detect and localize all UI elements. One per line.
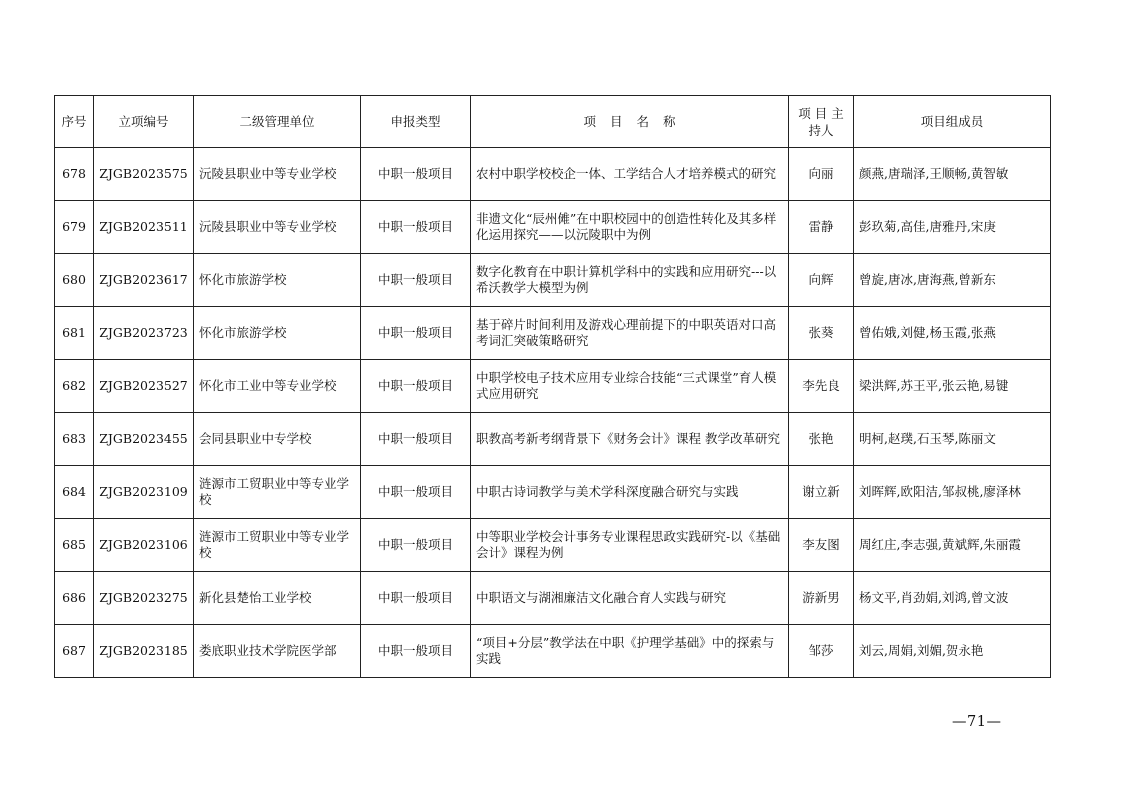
cell-host: 张葵 <box>789 307 854 360</box>
cell-name: 中职语文与湖湘廉洁文化融合育人实践与研究 <box>471 572 789 625</box>
page-number: —71— <box>952 714 1002 730</box>
cell-name: 非遗文化“辰州傩”在中职校园中的创造性转化及其多样化运用探究——以沅陵职中为例 <box>471 201 789 254</box>
cell-host: 谢立新 <box>789 466 854 519</box>
cell-name: 职教高考新考纲背景下《财务会计》课程 教学改革研究 <box>471 413 789 466</box>
table-row <box>55 519 1051 572</box>
cell-code: ZJGB2023455 <box>94 413 194 466</box>
cell-type: 中职一般项目 <box>361 625 471 678</box>
table-row <box>55 625 1051 678</box>
cell-seq: 684 <box>55 466 94 519</box>
cell-type: 中职一般项目 <box>361 307 471 360</box>
cell-name: 中等职业学校会计事务专业课程思政实践研究-以《基础会计》课程为例 <box>471 519 789 572</box>
table-row <box>55 201 1051 254</box>
header-host: 项 目 主持人 <box>789 96 854 148</box>
cell-unit: 怀化市旅游学校 <box>194 307 361 360</box>
table-row <box>55 360 1051 413</box>
cell-host: 邹莎 <box>789 625 854 678</box>
cell-code: ZJGB2023511 <box>94 201 194 254</box>
cell-code: ZJGB2023617 <box>94 254 194 307</box>
cell-name: 中职学校电子技术应用专业综合技能“三式课堂”育人模式应用研究 <box>471 360 789 413</box>
cell-code: ZJGB2023185 <box>94 625 194 678</box>
cell-seq: 686 <box>55 572 94 625</box>
table-row <box>55 148 1051 201</box>
cell-type: 中职一般项目 <box>361 254 471 307</box>
cell-seq: 679 <box>55 201 94 254</box>
cell-type: 中职一般项目 <box>361 360 471 413</box>
header-code: 立项编号 <box>94 96 194 148</box>
table-row <box>55 413 1051 466</box>
cell-seq: 682 <box>55 360 94 413</box>
cell-seq: 687 <box>55 625 94 678</box>
cell-type: 中职一般项目 <box>361 572 471 625</box>
cell-name: “项目+分层”教学法在中职《护理学基础》中的探索与实践 <box>471 625 789 678</box>
header-members: 项目组成员 <box>854 96 1051 148</box>
cell-members: 彭玖菊,高佳,唐雅丹,宋庚 <box>854 201 1051 254</box>
cell-unit: 沅陵县职业中等专业学校 <box>194 201 361 254</box>
cell-name: 中职古诗词教学与美术学科深度融合研究与实践 <box>471 466 789 519</box>
cell-members: 明柯,赵璞,石玉琴,陈丽文 <box>854 413 1051 466</box>
cell-members: 刘晖辉,欧阳洁,邹叔桃,廖泽林 <box>854 466 1051 519</box>
cell-type: 中职一般项目 <box>361 519 471 572</box>
cell-unit: 新化县楚怡工业学校 <box>194 572 361 625</box>
cell-code: ZJGB2023723 <box>94 307 194 360</box>
cell-members: 刘云,周娟,刘媚,贺永艳 <box>854 625 1051 678</box>
cell-host: 游新男 <box>789 572 854 625</box>
table-header-row <box>55 96 1051 148</box>
cell-unit: 涟源市工贸职业中等专业学校 <box>194 466 361 519</box>
cell-name: 数字化教育在中职计算机学科中的实践和应用研究---以希沃教学大模型为例 <box>471 254 789 307</box>
cell-unit: 怀化市工业中等专业学校 <box>194 360 361 413</box>
cell-members: 颜燕,唐瑞泽,王顺畅,黄智敏 <box>854 148 1051 201</box>
cell-members: 曾旋,唐冰,唐海燕,曾新东 <box>854 254 1051 307</box>
cell-code: ZJGB2023575 <box>94 148 194 201</box>
header-type: 申报类型 <box>361 96 471 148</box>
cell-code: ZJGB2023106 <box>94 519 194 572</box>
cell-members: 梁洪辉,苏王平,张云艳,易键 <box>854 360 1051 413</box>
cell-host: 向辉 <box>789 254 854 307</box>
cell-members: 曾佑娥,刘健,杨玉霞,张燕 <box>854 307 1051 360</box>
table-row <box>55 572 1051 625</box>
header-seq: 序号 <box>55 96 94 148</box>
cell-name: 基于碎片时间利用及游戏心理前提下的中职英语对口高考词汇突破策略研究 <box>471 307 789 360</box>
cell-type: 中职一般项目 <box>361 413 471 466</box>
cell-unit: 沅陵县职业中等专业学校 <box>194 148 361 201</box>
cell-type: 中职一般项目 <box>361 466 471 519</box>
cell-unit: 怀化市旅游学校 <box>194 254 361 307</box>
cell-host: 雷静 <box>789 201 854 254</box>
table-row <box>55 254 1051 307</box>
cell-host: 向丽 <box>789 148 854 201</box>
cell-unit: 涟源市工贸职业中等专业学校 <box>194 519 361 572</box>
cell-unit: 娄底职业技术学院医学部 <box>194 625 361 678</box>
cell-type: 中职一般项目 <box>361 201 471 254</box>
cell-name: 农村中职学校校企一体、工学结合人才培养模式的研究 <box>471 148 789 201</box>
table-row <box>55 307 1051 360</box>
cell-host: 李友图 <box>789 519 854 572</box>
cell-members: 周红庄,李志强,黄斌辉,朱丽霞 <box>854 519 1051 572</box>
cell-host: 李先良 <box>789 360 854 413</box>
header-name: 项 目 名 称 <box>471 96 789 148</box>
cell-seq: 685 <box>55 519 94 572</box>
cell-host: 张艳 <box>789 413 854 466</box>
cell-code: ZJGB2023275 <box>94 572 194 625</box>
table-row <box>55 466 1051 519</box>
cell-code: ZJGB2023109 <box>94 466 194 519</box>
header-unit: 二级管理单位 <box>194 96 361 148</box>
cell-seq: 678 <box>55 148 94 201</box>
cell-seq: 681 <box>55 307 94 360</box>
cell-type: 中职一般项目 <box>361 148 471 201</box>
cell-unit: 会同县职业中专学校 <box>194 413 361 466</box>
cell-seq: 680 <box>55 254 94 307</box>
cell-seq: 683 <box>55 413 94 466</box>
cell-members: 杨文平,肖劲娟,刘鸿,曾文波 <box>854 572 1051 625</box>
cell-code: ZJGB2023527 <box>94 360 194 413</box>
project-table <box>54 95 1051 678</box>
